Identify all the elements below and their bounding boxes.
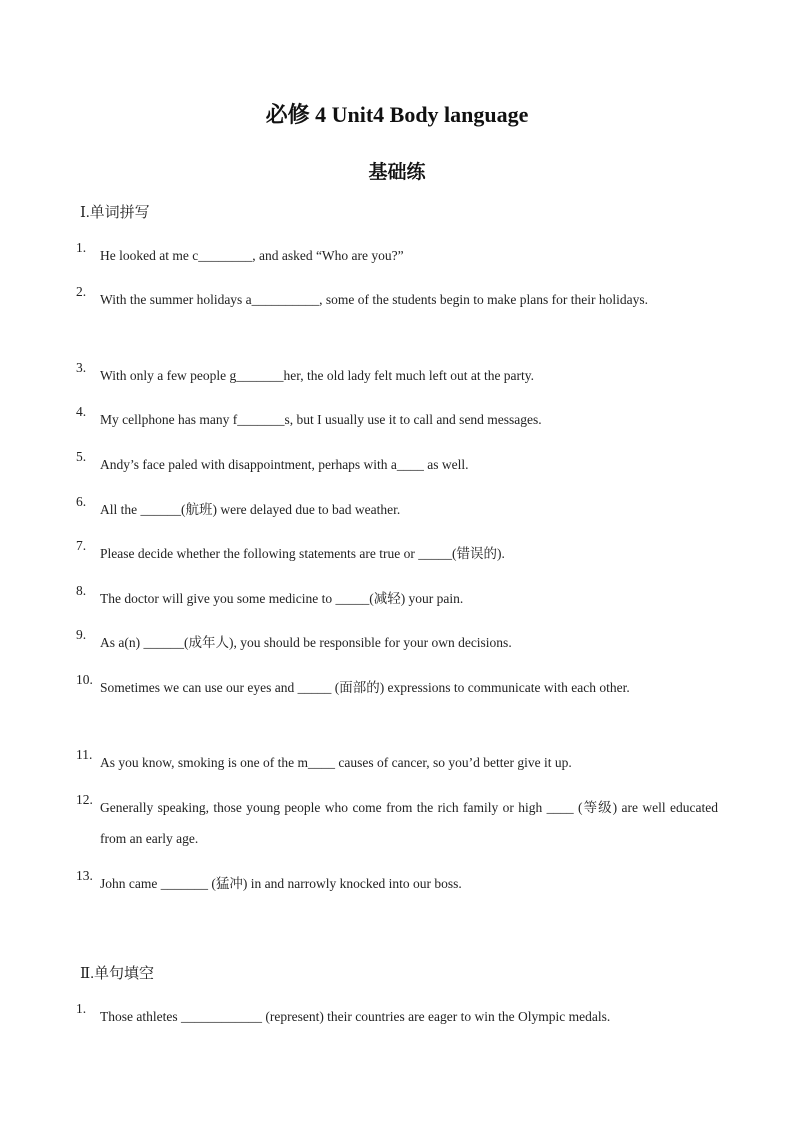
question-item xyxy=(76,868,718,899)
document-title: 必修 4 Unit4 Body language xyxy=(265,102,529,127)
question-text: As you know, smoking is one of the m____ causes of cancer, so you’d better give it up. xyxy=(100,755,572,770)
question-text: Sometimes we can use our eyes and _____ (面部的) expressions to communicate with each other. xyxy=(100,680,630,695)
question-text: With only a few people g_______her, the old lady felt much left out at the party. xyxy=(100,368,535,383)
question-item xyxy=(76,1001,718,1032)
question-number: 5. xyxy=(76,449,87,464)
question-item xyxy=(76,538,718,569)
question-number: 11. xyxy=(76,747,93,762)
question-number: 10. xyxy=(76,672,93,687)
question-number: 8. xyxy=(76,583,87,598)
question-text: Those athletes ____________ (represent) their countries are eager to win the Olympic medals. xyxy=(100,1009,611,1024)
question-text: As a(n) ______(成年人), you should be responsible for your own decisions. xyxy=(100,635,512,650)
question-text: My cellphone has many f_______s, but I usually use it to call and send messages. xyxy=(100,412,542,427)
question-item xyxy=(76,284,718,315)
question-item xyxy=(76,792,718,854)
question-text: John came _______ (猛冲) in and narrowly knocked into our boss. xyxy=(100,876,462,891)
question-item xyxy=(76,360,718,391)
section-heading-fill-in: Ⅱ.单句填空 xyxy=(80,966,154,982)
question-number: 13. xyxy=(76,868,93,883)
document-subtitle: 基础练 xyxy=(368,162,426,183)
question-number: 1. xyxy=(76,1001,87,1016)
question-number: 3. xyxy=(76,360,87,375)
question-item xyxy=(76,747,718,778)
question-number: 2. xyxy=(76,284,87,299)
question-item xyxy=(76,672,718,703)
question-item xyxy=(76,449,718,480)
question-text: Generally speaking, those young people who come from the rich family or high ____ (等级) are well educated from an early age. xyxy=(100,800,718,846)
question-number: 1. xyxy=(76,240,87,255)
question-text: The doctor will give you some medicine to _____(减轻) your pain. xyxy=(100,591,464,606)
question-text: Andy’s face paled with disappointment, perhaps with a____ as well. xyxy=(100,457,469,472)
section-heading-spelling: Ⅰ.单词拼写 xyxy=(80,205,150,221)
question-number: 12. xyxy=(76,792,93,807)
question-text: He looked at me c________, and asked “Who are you?” xyxy=(100,248,404,263)
question-item xyxy=(76,627,718,658)
question-number: 7. xyxy=(76,538,87,553)
question-text: All the ______(航班) were delayed due to bad weather. xyxy=(100,502,401,517)
question-item xyxy=(76,404,718,435)
question-item xyxy=(76,494,718,525)
question-number: 6. xyxy=(76,494,87,509)
question-item xyxy=(76,583,718,614)
question-text: Please decide whether the following statements are true or _____(错误的). xyxy=(100,546,505,561)
question-number: 4. xyxy=(76,404,87,419)
question-number: 9. xyxy=(76,627,87,642)
question-text: With the summer holidays a__________, some of the students begin to make plans for their holidays. xyxy=(100,292,648,307)
question-item xyxy=(76,240,718,271)
